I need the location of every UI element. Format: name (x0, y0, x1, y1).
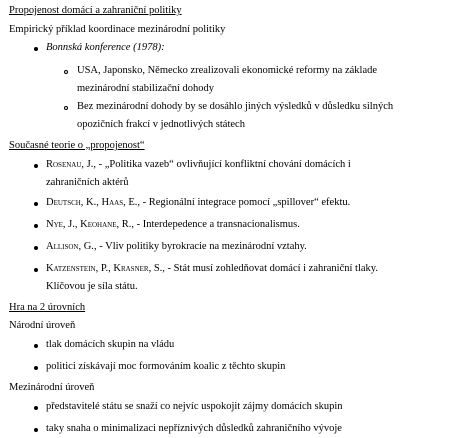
national-level-item: politici získávají moc formováním koalic z těchto skupin (46, 361, 286, 372)
international-level-label: Mezinárodní úroveň (9, 382, 95, 393)
bonn-sub-1-line-1: USA, Japonsko, Německo zrealizovali ekonomické reformy na základe (77, 65, 378, 76)
theory-text: , - „Politika vazeb“ ovlivňující konfliktní chování domácích i (93, 159, 351, 170)
bonn-sub-2-line-1: Bez mezinárodní dohody by se dosáhlo jiných výsledků v důsledku silných (77, 101, 394, 112)
empirical-example-line: Empirický příklad koordinace mezinárodní politiky (9, 24, 226, 35)
bullet-icon (34, 268, 38, 272)
theory-text: , - Regionální integrace pomocí „spillover“ efektu. (137, 197, 351, 208)
international-level-item: představitelé státu se snaží co nejvíc uspokojit zájmy domácích skupin (46, 401, 343, 412)
bonn-conference-year: (1978): (130, 42, 165, 53)
bullet-icon (34, 164, 38, 168)
bullet-icon (34, 202, 38, 206)
bonn-sub-2-line-2: opozičních frakcí v jednotlivých státech (77, 119, 245, 130)
theory-katzenstein-krasner-line-1 (46, 262, 378, 276)
theory-author: Rosenau, J. (46, 159, 94, 170)
heading-domestic-foreign-policy: Propojenost domácí a zahraniční politiky (9, 5, 182, 16)
bonn-conference-item (46, 41, 165, 55)
bullet-icon (34, 428, 38, 432)
theory-author: Deutsch, K., Haas, E. (46, 197, 138, 208)
theory-text: , - Vliv politiky byrokracie na mezinárodní vztahy. (93, 241, 307, 252)
bullet-icon (34, 47, 38, 51)
heading-two-level-game: Hra na 2 úrovních (9, 302, 86, 313)
circle-bullet-icon (64, 70, 68, 74)
theory-author: Nye, J., Keohane, R. (46, 219, 132, 230)
theory-nye-keohane (46, 218, 300, 232)
international-level-item: taky snaha o minimalizaci nepříznivých důsledků zahraničního vývoje (46, 423, 342, 434)
theory-author: Katzenstein, P., Krasner, S. (46, 263, 163, 274)
theory-text: , - Stát musí zohledňovat domácí i zahraniční tlaky. (162, 263, 378, 274)
bullet-icon (34, 344, 38, 348)
national-level-item: tlak domácích skupin na vládu (46, 339, 175, 350)
heading-current-theories: Současné teorie o „propojenost“ (9, 140, 145, 151)
theory-text: , - Interdepedence a transnacionalismus. (131, 219, 300, 230)
theory-katzenstein-krasner-line-2: Klíčovou je síla státu. (46, 281, 138, 292)
bullet-icon (34, 366, 38, 370)
circle-bullet-icon (64, 106, 68, 110)
bonn-conference-title: Bonnská konference (46, 42, 131, 53)
theory-rosenau-line-2: zahraničních aktérů (46, 177, 129, 188)
bullet-icon (34, 246, 38, 250)
theory-deutsch-haas (46, 196, 350, 210)
national-level-label: Národní úroveň (9, 320, 76, 331)
bonn-sub-1-line-2: mezinárodní stabilizační dohody (77, 83, 215, 94)
bullet-icon (34, 406, 38, 410)
theory-author: Allison, G. (46, 241, 94, 252)
theory-allison (46, 240, 307, 254)
bullet-icon (34, 224, 38, 228)
theory-rosenau-line-1 (46, 158, 351, 172)
